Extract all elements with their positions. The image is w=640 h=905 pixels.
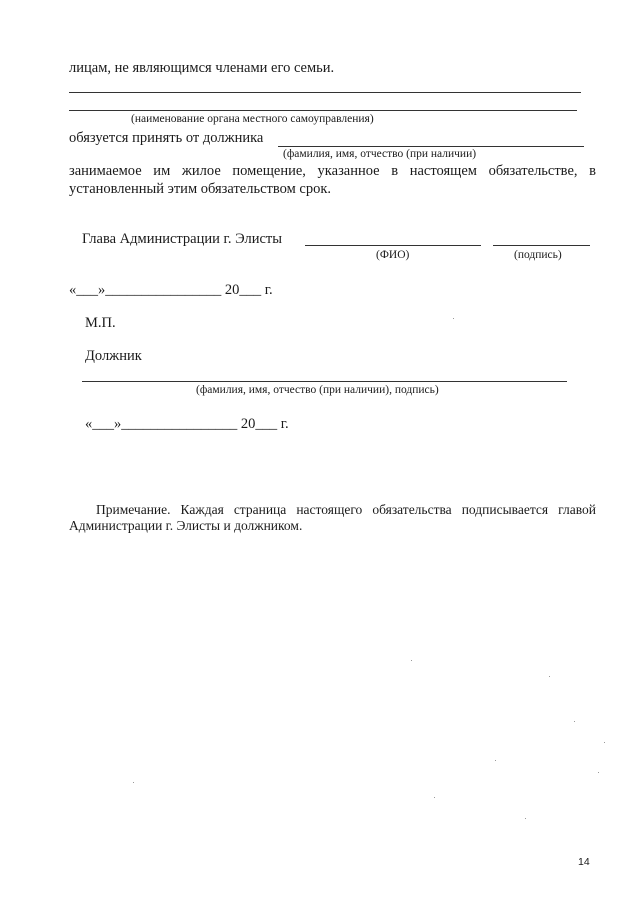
date-2 [85,416,289,433]
scan-speck [604,742,605,743]
head-fio-line [305,245,481,246]
scan-speck [434,797,435,798]
date-2-close-quote: » [114,416,122,432]
organ-blank-line-1 [69,92,581,93]
scan-speck [453,318,454,319]
debtor-signature-line [82,381,567,382]
date-1-close-quote: » [98,282,106,298]
head-signature-line [493,245,590,246]
page-number: 14 [578,856,590,868]
debtor-label: Должник [85,348,142,364]
scan-speck [598,772,599,773]
date-1-year-prefix: 20 [224,282,240,298]
caption-fio: (ФИО) [376,249,410,261]
scan-speck [574,721,575,722]
date-1-month-blank: ________________ [105,282,222,298]
caption-organ: (наименование органа местного самоуправления) [131,113,374,125]
date-1-open-quote: « [69,282,77,298]
stamp-label: М.П. [85,315,116,331]
date-1-day-blank: ___ [76,282,98,298]
scan-speck [133,782,134,783]
paragraph-line-2: установленный этим обязательством срок. [69,181,331,197]
caption-signature: (подпись) [514,249,562,261]
date-2-year-prefix: 20 [240,416,256,432]
date-2-day-blank: ___ [92,416,114,432]
debtor-fio-blank-line [278,146,584,147]
scan-speck [495,760,496,761]
head-label: Глава Администрации г. Элисты [82,231,282,247]
intro-text: лицам, не являющимся членами его семьи. [69,60,335,76]
scan-speck [411,660,412,661]
caption-debtor-full: (фамилия, имя, отчество (при наличии), подпись) [196,384,439,396]
organ-blank-line-2 [69,110,577,111]
date-1-suffix: г. [264,282,273,298]
obligation-label: обязуется принять от должника [69,130,264,146]
scan-speck [525,818,526,819]
note-line-1: Примечание. Каждая страница настоящего обязательства подписывается главой [96,502,596,517]
scan-speck [549,676,550,677]
date-1 [69,282,273,299]
paragraph-line-1: занимаемое им жилое помещение, указанное в настоящем обязательстве, в [69,163,596,179]
caption-debtor-fio: (фамилия, имя, отчество (при наличии) [283,148,477,160]
date-2-suffix: г. [280,416,289,432]
note-line-2: Администрации г. Элисты и должником. [69,518,303,533]
date-1-year-blank: ___ [239,282,262,298]
date-2-month-blank: ________________ [121,416,238,432]
date-2-open-quote: « [85,416,93,432]
date-2-year-blank: ___ [255,416,278,432]
